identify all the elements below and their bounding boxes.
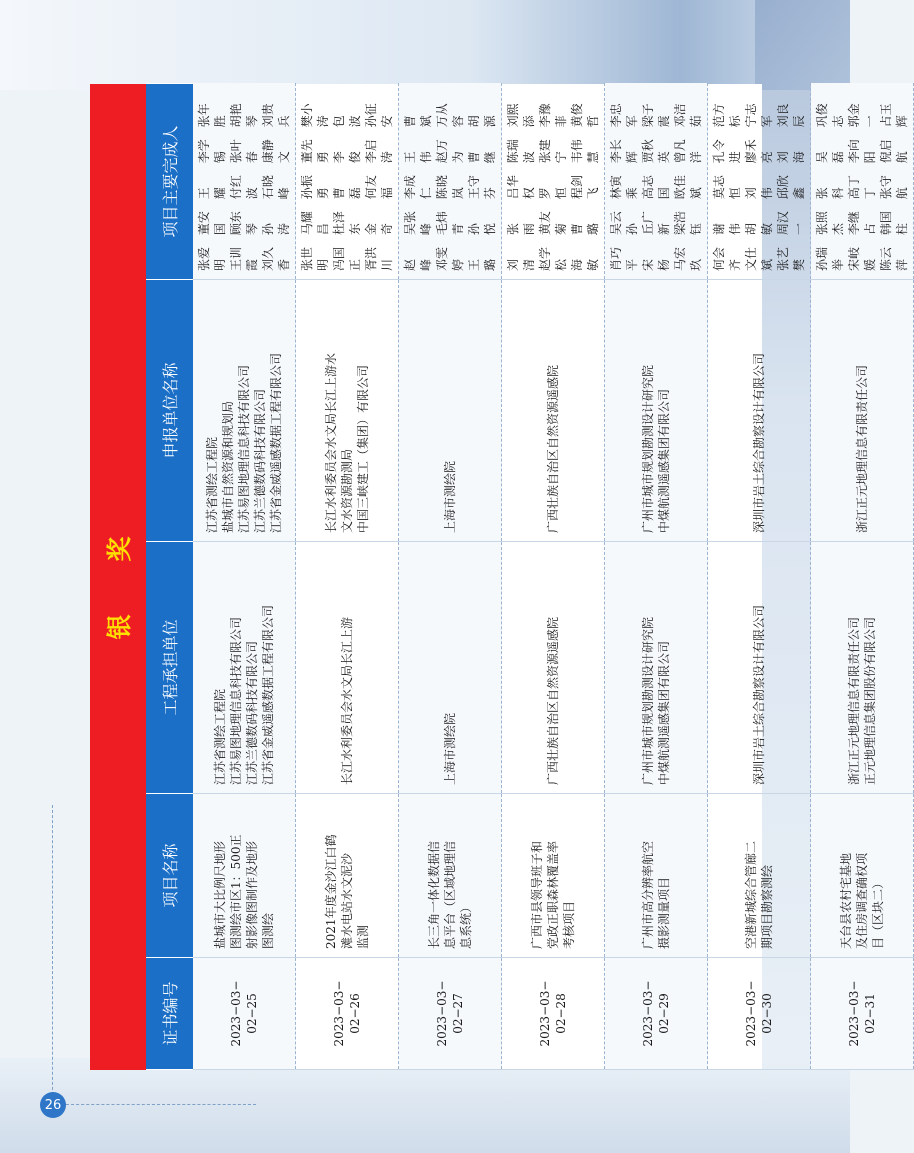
contributor-name: 邓洁茹 bbox=[673, 103, 703, 128]
contributor-name: 万从容 bbox=[435, 103, 465, 128]
contributor-name: 黄俊哲 bbox=[570, 103, 600, 128]
cert-number: 2023−03− 02−31 bbox=[811, 958, 914, 1070]
table-row bbox=[811, 84, 914, 1070]
contributor-name: 海 敏 bbox=[570, 246, 600, 271]
contributor-name: 张守航 bbox=[879, 175, 909, 200]
contributor-name: 李 俊 bbox=[332, 139, 362, 164]
contributor-name: 张叶春 bbox=[229, 139, 259, 164]
contributor-name: 贾秋英 bbox=[641, 139, 671, 164]
contributor-name: 王 耀 bbox=[197, 175, 227, 200]
table-row bbox=[708, 84, 811, 1070]
cert-number: 2023−03− 02−25 bbox=[193, 958, 296, 1070]
contributor-name: 李豫菲 bbox=[538, 103, 568, 128]
project-name: 广州市高分辨率航空 摄影测量项目 bbox=[605, 794, 708, 958]
contributor-name: 石晓峰 bbox=[261, 175, 291, 200]
contributor-name: 康静文 bbox=[261, 139, 291, 164]
contributor-line bbox=[814, 92, 846, 272]
contributor-name: 董先勇 bbox=[300, 139, 330, 164]
table-row bbox=[399, 84, 502, 1070]
contributor-name: 李向阳 bbox=[847, 139, 877, 164]
contributor-name: 顾东琴 bbox=[229, 211, 259, 236]
contributor-name: 欧佳斌 bbox=[673, 175, 703, 200]
contributor-name: 何会齐 bbox=[712, 246, 742, 271]
cert-number: 2023−03− 02−28 bbox=[502, 958, 605, 1070]
contributor-name: 王训霞 bbox=[229, 246, 259, 271]
award-title-band: 银 奖 bbox=[90, 84, 146, 1070]
contributor-name: 曾凡洋 bbox=[673, 139, 703, 164]
contributor-name: 陈云萍 bbox=[879, 246, 909, 271]
contributor-name: 廖禾亮 bbox=[744, 139, 774, 164]
contributor-name: 曹 璐 bbox=[570, 211, 600, 236]
contributor-line bbox=[569, 92, 601, 272]
contributor-name: 包 波 bbox=[332, 103, 362, 128]
contributor-line bbox=[466, 92, 498, 272]
contributor-name: 周汉一 bbox=[776, 211, 806, 236]
contributor-line bbox=[196, 92, 228, 272]
contractor-unit: 上海市测绘院 bbox=[399, 542, 502, 794]
contributor-name: 曹 斌 bbox=[403, 103, 433, 128]
contributor-name: 孙 悦 bbox=[467, 211, 497, 236]
contributor-name: 莫志恒 bbox=[712, 175, 742, 200]
contributor-name: 宋 杨 bbox=[641, 246, 671, 271]
project-name: 盐城市大比例尺地形 图测绘市区1：500正 射影像图制作及地形 图测绘 bbox=[193, 794, 296, 958]
contributor-name: 胡艳琴 bbox=[229, 103, 259, 128]
contributor-name: 樊小涛 bbox=[300, 103, 330, 128]
contributor-name: 梁子震 bbox=[641, 103, 671, 128]
decorative-dashed-line bbox=[52, 805, 53, 1105]
contractor-unit: 深圳市岩土综合勘察设计有限公司 bbox=[708, 542, 811, 794]
contributor-name: 胡 源 bbox=[467, 103, 497, 128]
contributor-name: 李启涛 bbox=[364, 139, 394, 164]
project-name: 空港新城综合管廊二 期项目勘察测绘 bbox=[708, 794, 811, 958]
page-number: 26 bbox=[40, 1092, 66, 1118]
contributor-name: 胥洪川 bbox=[364, 246, 394, 271]
table-header-row bbox=[146, 84, 193, 1070]
background-bottom bbox=[0, 1058, 850, 1153]
contributor-line bbox=[228, 92, 260, 272]
project-name: 广西市县领导班子和 党政正职森林覆盖率 考核项目 bbox=[502, 794, 605, 958]
contributor-line bbox=[402, 92, 434, 272]
contributor-name: 吕华权 bbox=[506, 175, 536, 200]
contributor-name: 赵 峰 bbox=[403, 246, 433, 271]
contributor-line bbox=[672, 92, 704, 272]
contributor-line bbox=[299, 92, 331, 272]
contributor-name: 张爱明 bbox=[197, 246, 227, 271]
contributor-name: 刘贵兵 bbox=[261, 103, 291, 128]
contributor-name: 高志国 bbox=[641, 175, 671, 200]
contributor-name: 马宏玖 bbox=[673, 246, 703, 271]
contributor-name: 曹 磊 bbox=[332, 175, 362, 200]
cert-number: 2023−03− 02−27 bbox=[399, 958, 502, 1070]
contributor-name: 梁浩钰 bbox=[673, 211, 703, 236]
contributor-name: 金 奇 bbox=[364, 211, 394, 236]
contributor-name: 刘 海 bbox=[776, 139, 806, 164]
main-contributors bbox=[811, 84, 914, 280]
contributor-name: 李长辉 bbox=[609, 139, 639, 164]
contributor-name: 吴张峰 bbox=[403, 211, 433, 236]
contributor-name: 陈瑞波 bbox=[506, 139, 536, 164]
contributor-line bbox=[711, 92, 743, 272]
contributor-name: 李成仁 bbox=[403, 175, 433, 200]
contributor-name: 王 璐 bbox=[467, 246, 497, 271]
contributor-line bbox=[505, 92, 537, 272]
contributor-name: 孔令进 bbox=[712, 139, 742, 164]
contributor-line bbox=[363, 92, 395, 272]
contributor-name: 林寅乘 bbox=[609, 175, 639, 200]
decorative-dashed-line-bottom bbox=[66, 1104, 256, 1105]
contributor-name: 胡 敏 bbox=[744, 211, 774, 236]
main-contributors bbox=[399, 84, 502, 280]
contributor-name: 张年胜 bbox=[197, 103, 227, 128]
main-contributors bbox=[708, 84, 811, 280]
contributor-line bbox=[640, 92, 672, 272]
main-contributors bbox=[296, 84, 399, 280]
contributor-name: 毛炜青 bbox=[435, 211, 465, 236]
contributor-line bbox=[846, 92, 878, 272]
contributor-name: 占玉辉 bbox=[879, 103, 909, 128]
contributor-name: 孙征安 bbox=[364, 103, 394, 128]
contributor-name: 韩国柱 bbox=[879, 211, 909, 236]
contributor-name: 孙振勇 bbox=[300, 175, 330, 200]
contributor-name: 刘熙添 bbox=[506, 103, 536, 128]
header-applicant: 申报单位名称 bbox=[146, 280, 193, 542]
table-row bbox=[193, 84, 296, 1070]
applicant-unit: 长江水利委员会水文局长江上游水 文水资源勘测局 中国三峡建工（集团）有限公司 bbox=[296, 280, 399, 542]
contractor-unit: 浙江正元地理信息有限责任公司 正元地理信息集团股份有限公司 bbox=[811, 542, 914, 794]
contributor-name: 张照杰 bbox=[815, 211, 845, 236]
contributor-name: 冯国正 bbox=[332, 246, 362, 271]
contributor-name: 陈晓岚 bbox=[435, 175, 465, 200]
contributor-name: 巩俊志 bbox=[815, 103, 845, 128]
contributor-line bbox=[434, 92, 466, 272]
contributor-name: 孙 涛 bbox=[261, 211, 291, 236]
contributor-name: 张 科 bbox=[815, 175, 845, 200]
contributor-name: 郭金一 bbox=[847, 103, 877, 128]
contributor-name: 李忠军 bbox=[609, 103, 639, 128]
contributor-name: 王守芬 bbox=[467, 175, 497, 200]
contributor-name: 李继占 bbox=[847, 211, 877, 236]
contributor-name: 吴 磊 bbox=[815, 139, 845, 164]
contributor-name: 马耀昌 bbox=[300, 211, 330, 236]
applicant-unit: 江苏省测绘工程院 盐城市自然资源和规划局 江苏易图地理信息科技有限公司 江苏兰德数码科技有限公司 江苏省金威遥感数据工程有限公司 bbox=[193, 280, 296, 542]
table-row bbox=[605, 84, 708, 1070]
contributor-name: 张 雨 bbox=[506, 211, 536, 236]
applicant-unit: 上海市测绘院 bbox=[399, 280, 502, 542]
contractor-unit: 江苏省测绘工程院 江苏易图地理信息科技有限公司 江苏兰德数码科技有限公司 江苏省金威遥感数据工程有限公司 bbox=[193, 542, 296, 794]
contributor-name: 张建宁 bbox=[538, 139, 568, 164]
contributor-name: 董安国 bbox=[197, 211, 227, 236]
contributor-name: 宁志军 bbox=[744, 103, 774, 128]
award-table-panel bbox=[90, 84, 909, 1070]
main-contributors bbox=[605, 84, 708, 280]
contributor-name: 文仕斌 bbox=[744, 246, 774, 271]
table-row bbox=[296, 84, 399, 1070]
header-cert: 证书编号 bbox=[146, 958, 193, 1070]
contributor-line bbox=[260, 92, 292, 272]
table-row bbox=[502, 84, 605, 1070]
contractor-unit: 长江水利委员会水文局长江上游 bbox=[296, 542, 399, 794]
award-table bbox=[146, 83, 914, 1070]
contributor-name: 邱欣鑫 bbox=[776, 175, 806, 200]
contributor-name: 范方标 bbox=[712, 103, 742, 128]
project-name: 天台县农村宅基地 及住房调查确权项 目（区块二） bbox=[811, 794, 914, 958]
cert-number: 2023−03− 02−26 bbox=[296, 958, 399, 1070]
contributor-name: 赵万为 bbox=[435, 139, 465, 164]
contributor-name: 韦伟慧 bbox=[570, 139, 600, 164]
contributor-line bbox=[878, 92, 910, 272]
contributor-name: 付红波 bbox=[229, 175, 259, 200]
main-contributors bbox=[193, 84, 296, 280]
header-contractor: 工程承担单位 bbox=[146, 542, 193, 794]
header-people: 项目主要完成人 bbox=[146, 84, 193, 280]
project-name: 2021年度金沙江白鹤 滩水电站水文泥沙 监测 bbox=[296, 794, 399, 958]
applicant-unit: 浙江正元地理信息有限责任公司 bbox=[811, 280, 914, 542]
contributor-line bbox=[743, 92, 775, 272]
contributor-name: 吴云孙 bbox=[609, 211, 639, 236]
contributor-line bbox=[608, 92, 640, 272]
contributor-name: 高丁丁 bbox=[847, 175, 877, 200]
contributor-name: 张世明 bbox=[300, 246, 330, 271]
contributor-name: 王 伟 bbox=[403, 139, 433, 164]
contributor-name: 杜泽东 bbox=[332, 211, 362, 236]
contractor-unit: 广西壮族自治区自然资源遥感院 bbox=[502, 542, 605, 794]
cert-number: 2023−03− 02−29 bbox=[605, 958, 708, 1070]
contributor-name: 倪启航 bbox=[879, 139, 909, 164]
contractor-unit: 广州市城市规划勘测设计研究院 中煤航测遥感集团有限公司 bbox=[605, 542, 708, 794]
contributor-name: 曹 继 bbox=[467, 139, 497, 164]
cert-number: 2023−03− 02−30 bbox=[708, 958, 811, 1070]
contributor-name: 孙瑞举 bbox=[815, 246, 845, 271]
applicant-unit: 广西壮族自治区自然资源遥感院 bbox=[502, 280, 605, 542]
contributor-name: 何友福 bbox=[364, 175, 394, 200]
project-name: 长三角一体化数据信 息平台（区域地理信 息系统） bbox=[399, 794, 502, 958]
contributor-name: 谢 伟 bbox=[712, 211, 742, 236]
contributor-name: 赵学松 bbox=[538, 246, 568, 271]
contributor-name: 黄友菊 bbox=[538, 211, 568, 236]
contributor-name: 李学锡 bbox=[197, 139, 227, 164]
contributor-line bbox=[775, 92, 807, 272]
contributor-name: 宋岐媛 bbox=[847, 246, 877, 271]
contributor-name: 刘久香 bbox=[261, 246, 291, 271]
contributor-name: 刘 清 bbox=[506, 246, 536, 271]
applicant-unit: 广州市城市规划勘测设计研究院 中煤航测遥感集团有限公司 bbox=[605, 280, 708, 542]
contributor-name: 张艺樊 bbox=[776, 246, 806, 271]
background-top bbox=[0, 0, 850, 90]
contributor-name: 刘 伟 bbox=[744, 175, 774, 200]
main-contributors bbox=[502, 84, 605, 280]
applicant-unit: 深圳市岩土综合勘察设计有限公司 bbox=[708, 280, 811, 542]
contributor-name: 肖巧平 bbox=[609, 246, 639, 271]
contributor-name: 罗 恒 bbox=[538, 175, 568, 200]
contributor-name: 刘良辰 bbox=[776, 103, 806, 128]
contributor-line bbox=[331, 92, 363, 272]
contributor-name: 邓雯婷 bbox=[435, 246, 465, 271]
contributor-line bbox=[537, 92, 569, 272]
contributor-name: 程剑飞 bbox=[570, 175, 600, 200]
contributor-name: 丘广新 bbox=[641, 211, 671, 236]
header-project: 项目名称 bbox=[146, 794, 193, 958]
